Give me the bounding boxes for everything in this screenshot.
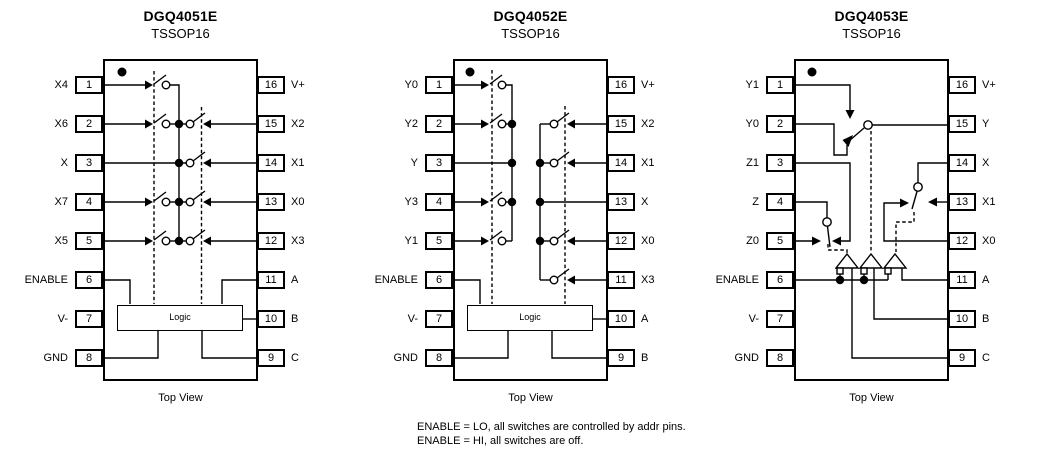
chip-package: TSSOP16 [501,26,560,41]
footnote-line1: ENABLE = LO, all switches are controlled by addr pins. [417,421,686,433]
logic-block: Logic [467,305,593,331]
pin-label: GND [43,352,68,364]
pin-label: X1 [291,157,305,169]
pin-box: 12 [948,232,976,250]
pin-box: 13 [257,193,285,211]
chip-title: DGQ4053E [834,8,909,24]
pin-box: 10 [948,310,976,328]
pin-label: Z0 [746,235,759,247]
top-view-caption: Top View [158,392,203,404]
pin-box: 16 [948,76,976,94]
pin-box: 1 [75,76,103,94]
pin-box: 2 [75,115,103,133]
pin-label: A [982,274,990,286]
pin-box: 4 [766,193,794,211]
pin-label: Y [410,157,418,169]
pin-label: X7 [54,196,68,208]
pin-box: 5 [75,232,103,250]
pin-label: X4 [54,79,68,91]
pin-label: V- [407,313,418,325]
pin-box: 8 [766,349,794,367]
top-view-caption: Top View [849,392,894,404]
pin-box: 11 [607,271,635,289]
pin-box: 15 [607,115,635,133]
pin-box: 11 [948,271,976,289]
pin-box: 12 [257,232,285,250]
pin-label: X3 [641,274,655,286]
pin-label: Y1 [404,235,418,247]
pin-label: B [641,352,649,364]
pin-box: 7 [75,310,103,328]
pin-label: X0 [641,235,655,247]
pin-label: Y1 [745,79,759,91]
pin-box: 5 [766,232,794,250]
pin-box: 14 [257,154,285,172]
pin-label: C [982,352,990,364]
pin-box: 2 [766,115,794,133]
pin-label: A [291,274,299,286]
pin-box: 7 [766,310,794,328]
pin-label: X2 [291,118,305,130]
chip-dgq4052e [350,0,696,457]
pin-box: 8 [75,349,103,367]
pin-label: ENABLE [24,274,68,286]
pin-label: ENABLE [374,274,418,286]
pin-label: A [641,313,649,325]
chip-package: TSSOP16 [842,26,901,41]
pin-label: X0 [982,235,996,247]
pin-label: X5 [54,235,68,247]
pin-box: 15 [948,115,976,133]
pin-label: X3 [291,235,305,247]
pin-label: X2 [641,118,655,130]
pin-box: 11 [257,271,285,289]
pin-label: GND [734,352,759,364]
pin-box: 10 [257,310,285,328]
pin-label: X1 [641,157,655,169]
pin-label: X [982,157,990,169]
pin-label: Y0 [745,118,759,130]
chip-title: DGQ4052E [493,8,568,24]
pin-box: 5 [425,232,453,250]
pin-label: B [982,313,990,325]
pin-box: 9 [257,349,285,367]
pin-box: 13 [948,193,976,211]
chip-dgq4053e [691,0,1037,457]
pin-box: 6 [75,271,103,289]
pin-box: 1 [766,76,794,94]
pin-box: 9 [607,349,635,367]
pin-label: X [60,157,68,169]
ic-body [794,59,949,381]
pin-box: 9 [948,349,976,367]
pin-box: 10 [607,310,635,328]
pin-label: X6 [54,118,68,130]
pin-label: V- [748,313,759,325]
pin-label: V+ [291,79,305,91]
pin-box: 4 [75,193,103,211]
logic-block: Logic [117,305,243,331]
pin-label: Y2 [404,118,418,130]
pin-box: 2 [425,115,453,133]
top-view-caption: Top View [508,392,553,404]
pin-box: 3 [75,154,103,172]
pin-box: 15 [257,115,285,133]
pin-box: 16 [257,76,285,94]
chip-package: TSSOP16 [151,26,210,41]
pin-box: 7 [425,310,453,328]
enable-footnote [417,421,686,448]
pin-box: 3 [425,154,453,172]
pin-box: 3 [766,154,794,172]
pin-label: Y3 [404,196,418,208]
pin-label: C [291,352,299,364]
pin-box: 4 [425,193,453,211]
pin-box: 1 [425,76,453,94]
chip-dgq4051e [0,0,346,457]
pin-label: V+ [982,79,996,91]
ic-body [453,59,608,381]
pin-box: 12 [607,232,635,250]
pin-label: V+ [641,79,655,91]
pin-box: 14 [607,154,635,172]
pin-label: ENABLE [715,274,759,286]
footnote-line2: ENABLE = HI, all switches are off. [417,434,584,447]
pin-label: X1 [982,196,996,208]
pin-label: Y0 [404,79,418,91]
pin-label: X [641,196,649,208]
ic-body [103,59,258,381]
pin-label: V- [57,313,68,325]
pin-box: 6 [766,271,794,289]
pin-label: Y [982,118,990,130]
chip-title: DGQ4051E [143,8,218,24]
pin-label: Z [752,196,759,208]
pin-box: 16 [607,76,635,94]
pin-label: GND [393,352,418,364]
pin-box: 6 [425,271,453,289]
pin-box: 14 [948,154,976,172]
pin-label: B [291,313,299,325]
pin-label: Z1 [746,157,759,169]
pin-label: X0 [291,196,305,208]
pin-box: 13 [607,193,635,211]
pin-box: 8 [425,349,453,367]
